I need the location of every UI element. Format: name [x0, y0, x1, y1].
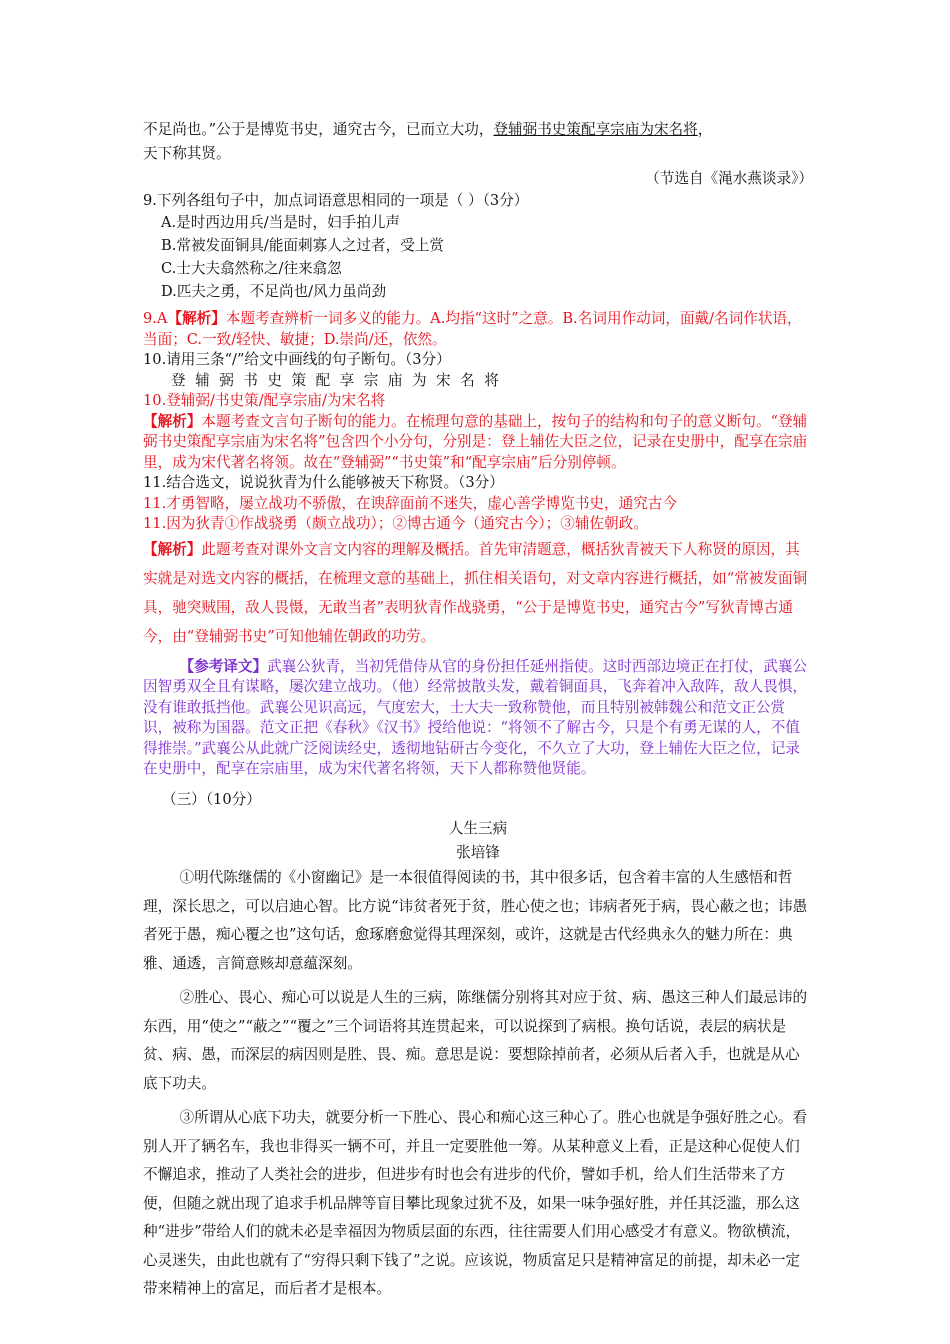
q9-answer-analysis — [143, 309, 813, 350]
q10-analysis — [143, 412, 813, 474]
analysis-label: 【解析】 — [143, 540, 202, 558]
translation-text: 武襄公狄青，当初凭借侍从官的身份担任延州指使。这时西部边境正在打仗，武襄公因智勇双全且有谋略，屡次建立战功。（他）经常披散头发，戴着铜面具，飞奔着冲入敌阵，敌人畏惧，没有谁敢抵挡他。武襄公见识高远，气度宏大，士大夫一致称赞他，而且特别被韩魏公和范文正公赏识，被称为国器。范文正把《春秋》《汉书》授给他说：“将领不了解古今，只是个有勇无谋的人，不值得推崇。”武襄公从此就广泛阅读经史，透彻地钻研古今变化，不久立了大功，登上辅佐大臣之位，记录在史册中，配享在宗庙里，成为宋代著名将领，天下人都称赞他贤能。 — [143, 657, 808, 777]
article-author: 张培锋 — [456, 843, 500, 861]
q9-answer: 9.A — [143, 310, 168, 327]
q11-answer-1: 11.才勇智略，屡立战功不骄傲，在谀辞面前不迷失，虚心善学博览书史，通究古今 — [143, 494, 677, 512]
document-page — [143, 118, 813, 1304]
q9-option-b: B.常被发面铜具/能面刺寡人之过者，受上赏 — [161, 237, 444, 254]
q11-analysis — [143, 535, 813, 651]
passage-punct: ， — [697, 121, 713, 138]
source-citation: （节选自《渑水燕谈录》） — [645, 170, 813, 187]
analysis-label: 【解析】 — [167, 310, 226, 327]
passage-ending — [143, 118, 813, 142]
article-paragraph-1: ①明代陈继儒的《小窗幽记》是一本很值得阅读的书，其中很多话，包含着丰富的人生感悟和哲理，深长思之，可以启迪心智。比方说“讳贫者死于贫，胜心使之也；讳病者死于病，畏心蔽之也；讳愚者死于愚，痴心覆之也”这句话，愈琢磨愈觉得其理深刻，或许，这就是古代经典永久的魅力所在：典雅、通透，言简意赅却意蕴深刻。 — [143, 869, 808, 972]
q9-option-d: D.匹夫之勇，不足尚也/风力虽尚劲 — [161, 283, 387, 300]
q9-option-a: A.是时西边用兵/当是时，妇手拍儿声 — [161, 214, 401, 231]
analysis-text: 本题考查文言句子断句的能力。在梳理句意的基础上，按句子的结构和句子的意义断句。“登辅弼书史策配享宗庙为宋名将”包含四个小分句，分别是：登上辅佐大臣之位，记录在史册中，配享在宗庙里，成为宋代著名将领。故在“登辅弼”“书史策”和“配享宗庙”后分别停顿。 — [143, 412, 808, 471]
passage-text: 不足尚也。”公于是博览书史，通究古今，已而立大功， — [143, 121, 494, 138]
translation-label: 【参考译文】 — [179, 657, 268, 675]
q11-answer-2: 11.因为狄青①作战骁勇（颇立战功）；②博古通今（通究古今）；③辅佐朝政。 — [143, 515, 648, 532]
analysis-text: 此题考查对课外文言文内容的理解及概括。首先审清题意，概括狄青被天下人称贤的原因，其实就是对选文内容的概括，在梳理文意的基础上，抓住相关语句，对文章内容进行概括，如“常被发面铜具，驰突贼围，敌人畏慑，无敢当者”表明狄青作战骁勇，“公于是博览书史，通究古今”写狄青博古通今，由“登辅弼书史”可知他辅佐朝政的功劳。 — [143, 540, 808, 645]
section-3-heading: （三）（10分） — [161, 790, 261, 808]
article-paragraph-2: ②胜心、畏心、痴心可以说是人生的三病，陈继儒分别将其对应于贫、病、愚这三种人们最忌讳的东西，用“使之”“蔽之”“覆之”三个词语将其连贯起来，可以说探到了病根。换句话说，表层的病状是贫、病、愚，而深层的病因则是胜、畏、痴。意思是说：要想除掉前者，必须从后者入手，也就是从心底下功夫。 — [143, 989, 808, 1092]
question-11-stem: 11.结合选文，说说狄青为什么能够被天下称贤。（3分） — [143, 474, 504, 491]
question-9-stem: 9.下列各组句子中，加点词语意思相同的一项是（ ）（3分） — [143, 191, 529, 209]
reference-translation — [143, 657, 813, 780]
article-title: 人生三病 — [448, 820, 508, 837]
q9-option-c: C.士大夫翕然称之/往来翕忽 — [161, 260, 342, 277]
question-10-stem: 10.请用三条“/”给文中画线的句子断句。（3分） — [143, 351, 451, 368]
article-paragraph-3: ③所谓从心底下功夫，就要分析一下胜心、畏心和痴心这三种心了。胜心也就是争强好胜之心。看别人开了辆名车，我也非得买一辆不可，并且一定要胜他一筹。从某种意义上看，正是这种心促使人们不懈追求，推动了人类社会的进步，但进步有时也会有进步的代价，譬如手机，给人们生活带来了方便，但随之就出现了追求手机品牌等盲目攀比现象过犹不及，如果一味争强好胜，并任其泛滥，那么这种“进步”带给人们的就未必是幸福因为物质层面的东西，往往需要人们用心感受才有意义。物欲横流，心灵迷失，由此也就有了“穷得只剩下钱了”之说。应该说，物质富足只是精神富足的前提，却未必一定带来精神上的富足，而后者才是根本。 — [143, 1109, 808, 1297]
analysis-text: 本题考查辨析一词多义的能力。A.均指“这时”之意。B.名词用作动词，面戴/名词作状语，当面；C.一致/轻快、敏捷；D.崇尚/还，依然。 — [143, 310, 802, 348]
passage-ending-line2: 天下称其贤。 — [143, 144, 231, 162]
q10-spaced-sentence: 登辅弼书史策配享宗庙为宋名将 — [171, 371, 509, 389]
q10-answer: 10.登辅弼/书史策/配享宗庙/为宋名将 — [143, 392, 386, 409]
analysis-label: 【解析】 — [143, 412, 202, 430]
underlined-sentence: 登辅弼书史策配享宗庙为宋名将 — [493, 121, 698, 138]
